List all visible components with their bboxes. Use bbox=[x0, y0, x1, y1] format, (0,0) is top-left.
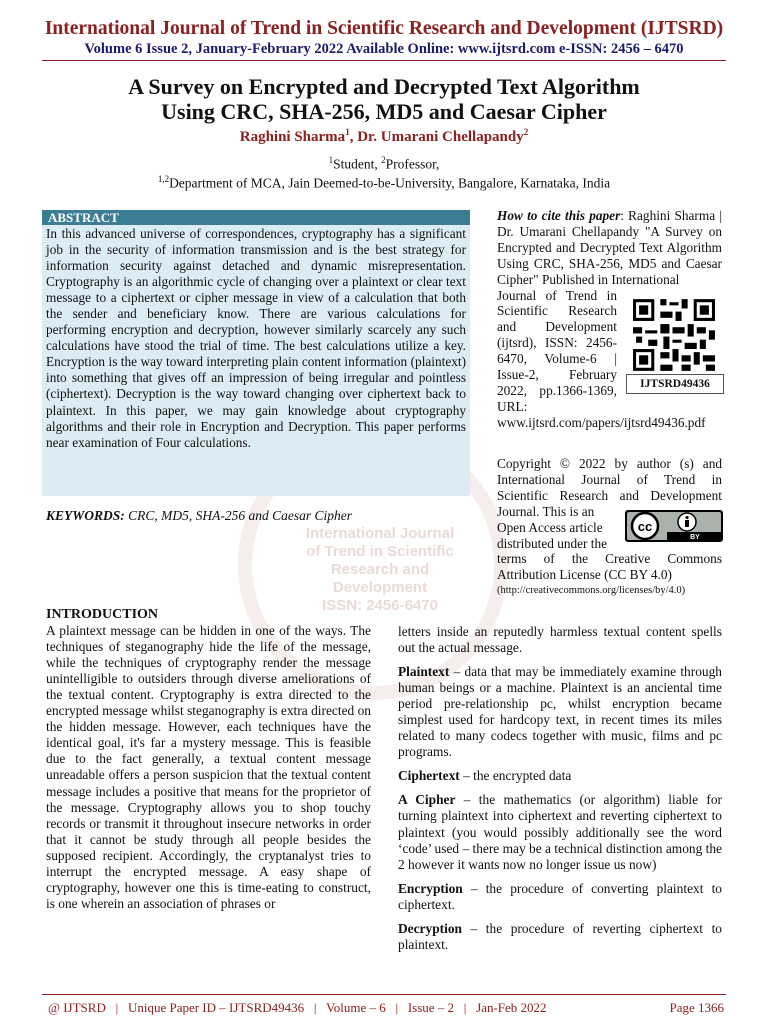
title-line-2: Using CRC, SHA-256, MD5 and Caesar Cipher bbox=[161, 99, 607, 124]
citation-label: How to cite this paper bbox=[497, 208, 621, 223]
definition: – the encrypted data bbox=[459, 768, 572, 784]
definition-plaintext bbox=[398, 664, 722, 760]
keywords-text: CRC, MD5, SHA-256 and Caesar Cipher bbox=[124, 508, 353, 523]
author-roles bbox=[0, 155, 768, 173]
abstract-text: In this advanced universe of correspondences, cryptography has a significant job in the security of information transmission and is the best strategy for information security against detached and dynamic misrepresentation. Cryptography is an algorithmic cycle of changing over a plaintext or clear text message to a ciphertext or cipher message in view of a calculation that both the sender and beneficiary know. There are various calculations for performing encryption and decryption, however similarly scarcely any such calculations have stood the trial of time. The best calculations utilize a key. Encryption is the way toward interpreting plain content information (plaintext) into something that gives off an impression of being irregular and pointless (ciphertext). Decryption is the way toward changing over ciphertext back to plaintext. In this paper, we may gain knowledge about cryptography algorithms and their role in Encryption and Decryption. This paper performs near examination of Four calculations. bbox=[46, 226, 466, 450]
affiliation-mark: 1,2 bbox=[157, 174, 170, 184]
term: A Cipher bbox=[398, 792, 456, 808]
journal-title: International Journal of Trend in Scientific Research and Development (IJTSRD) bbox=[44, 18, 724, 39]
affiliation-mark: 1 bbox=[328, 155, 334, 165]
keywords bbox=[46, 508, 352, 524]
author-name: Dr. Umarani Chellapandy bbox=[357, 129, 524, 145]
footer-info: @ IJTSRD | Unique Paper ID – IJTSRD49436 | Volume – 6 | Issue – 2 | Jan-Feb 2022 bbox=[48, 1000, 547, 1015]
definition-encryption bbox=[398, 881, 722, 913]
affiliation bbox=[0, 174, 768, 192]
cc-by-license-icon bbox=[625, 510, 723, 542]
watermark-text bbox=[300, 525, 460, 615]
issue-line: Volume 6 Issue 2, January-February 2022 Available Online: www.ijtsrd.com e-ISSN: 2456 – 6470 bbox=[84, 41, 684, 57]
qr-paper-id: IJTSRD49436 bbox=[626, 374, 724, 394]
affiliation-mark: 2 bbox=[381, 155, 386, 165]
cc-badge-label: BY bbox=[690, 534, 700, 541]
author-affiliation-mark: 2 bbox=[523, 127, 529, 137]
term: Encryption bbox=[398, 880, 463, 896]
definition: – data that may be immediately examine through human beings or a machine. Plaintext is an anciental time period pre-relationship pc, whilst encryption became simplest used for hardcopy text, in recent times its miles related to many codecs together with music, films and pc programs. bbox=[398, 664, 722, 760]
watermark-line: ISSN: 2456-6470 bbox=[322, 597, 438, 614]
keywords-label: KEYWORDS: bbox=[46, 508, 125, 523]
page-number: Page 1366 bbox=[669, 1000, 724, 1015]
watermark-line: Development bbox=[332, 579, 428, 596]
author-list bbox=[0, 127, 768, 146]
watermark-line: International Journal bbox=[305, 525, 455, 542]
abstract-heading: ABSTRACT bbox=[42, 210, 470, 225]
definition-ciphertext bbox=[398, 768, 722, 784]
footer-rule bbox=[42, 994, 726, 995]
department: Department of MCA, Jain Deemed-to-be-University, Bangalore, Karnataka, India bbox=[169, 175, 611, 191]
author-separator: , bbox=[349, 129, 358, 145]
introduction-text: A plaintext message can be hidden in one of the ways. The techniques of steganography hide the life of the message, while the techniques of cryptography render the message unintelligible to outsiders through diverse ameliorations of the textual content. Cryptography is extra directed to the encrypted message whilst steganography is extra directed on the hidden message. However, each techniques have the identical goal, it's far a mystery message. This is feasible due to the fact generally, a textual content message unreadable offers a person suspicion that the textual content message includes a positive that means for the proprietor of the message. Cryptography allows you to shop touchy records or transmit it throughout insecure networks in order that it cannot be study through all people besides the supposed recipient. Accordingly, the cryptanalyst tries to interrupt the encrypted message. A easy shape of cryptography, however one this is time-eating to construct, is one wherein an association of phrases or bbox=[46, 623, 371, 911]
definition: – the procedure of converting plaintext to ciphertext. bbox=[398, 880, 722, 912]
page-footer bbox=[48, 1000, 724, 1016]
section-heading: INTRODUCTION bbox=[46, 607, 159, 622]
author-role: Professor, bbox=[385, 156, 440, 172]
copyright-text-narrow: Open Access article distributed under the bbox=[497, 519, 608, 551]
citation-text-narrow: Journal of Trend in Scientific Research and Development (ijtsrd), ISSN: 2456-6470, Volume-6 | Issue-2, February 2022, pp.1366-1369, URL: bbox=[497, 287, 617, 414]
author-name: Raghini Sharma bbox=[239, 129, 346, 145]
abstract-box bbox=[42, 210, 470, 496]
author-role: Student, bbox=[333, 156, 382, 172]
copyright-license: terms of the Creative Commons Attribution License (CC BY 4.0) bbox=[497, 551, 722, 583]
citation-text: : Raghini Sharma | Dr. Umarani Chellapandy "A Survey on Encrypted and Decrypted Text Algorithm Using CRC, SHA-256, MD5 and Caesar Cipher" Published in International bbox=[497, 208, 722, 287]
term: Plaintext bbox=[398, 664, 450, 680]
copyright-text: Copyright © 2022 by author (s) and International Journal of Trend in Scientific Research and Development Journal. This is an bbox=[497, 456, 722, 519]
title-line-1: A Survey on Encrypted and Decrypted Text Algorithm bbox=[128, 74, 640, 99]
license-link[interactable]: (http://creativecommons.org/licenses/by/4.0) bbox=[497, 585, 686, 597]
author-affiliation-mark: 1 bbox=[345, 127, 350, 137]
definition-cipher bbox=[398, 792, 722, 872]
term: Ciphertext bbox=[398, 768, 460, 784]
introduction-section bbox=[46, 607, 371, 912]
header-rule bbox=[42, 60, 726, 61]
watermark-line: Research and bbox=[330, 561, 430, 578]
citation-url[interactable]: www.ijtsrd.com/papers/ijtsrd49436.pdf bbox=[497, 414, 706, 430]
paragraph-continuation: letters inside an reputedly harmless textual content spells out the actual message. bbox=[398, 624, 722, 656]
definitions-section bbox=[398, 624, 722, 961]
definition-decryption bbox=[398, 921, 722, 953]
watermark-line: of Trend in Scientific bbox=[306, 543, 454, 560]
term: Decryption bbox=[398, 920, 462, 936]
qr-code-icon bbox=[630, 296, 718, 374]
definition: – the procedure of reverting ciphertext to plaintext. bbox=[398, 920, 722, 952]
definition: – the mathematics (or algorithm) liable for turning plaintext into ciphertext and reverting ciphertext to plaintext (you would possibly additionally see the word ‘code’ used – there may be a technical distinction among the 2 however it wants now no longer issue us now) bbox=[398, 792, 722, 872]
paper-title bbox=[0, 74, 768, 124]
svg-text:cc: cc bbox=[637, 519, 653, 534]
